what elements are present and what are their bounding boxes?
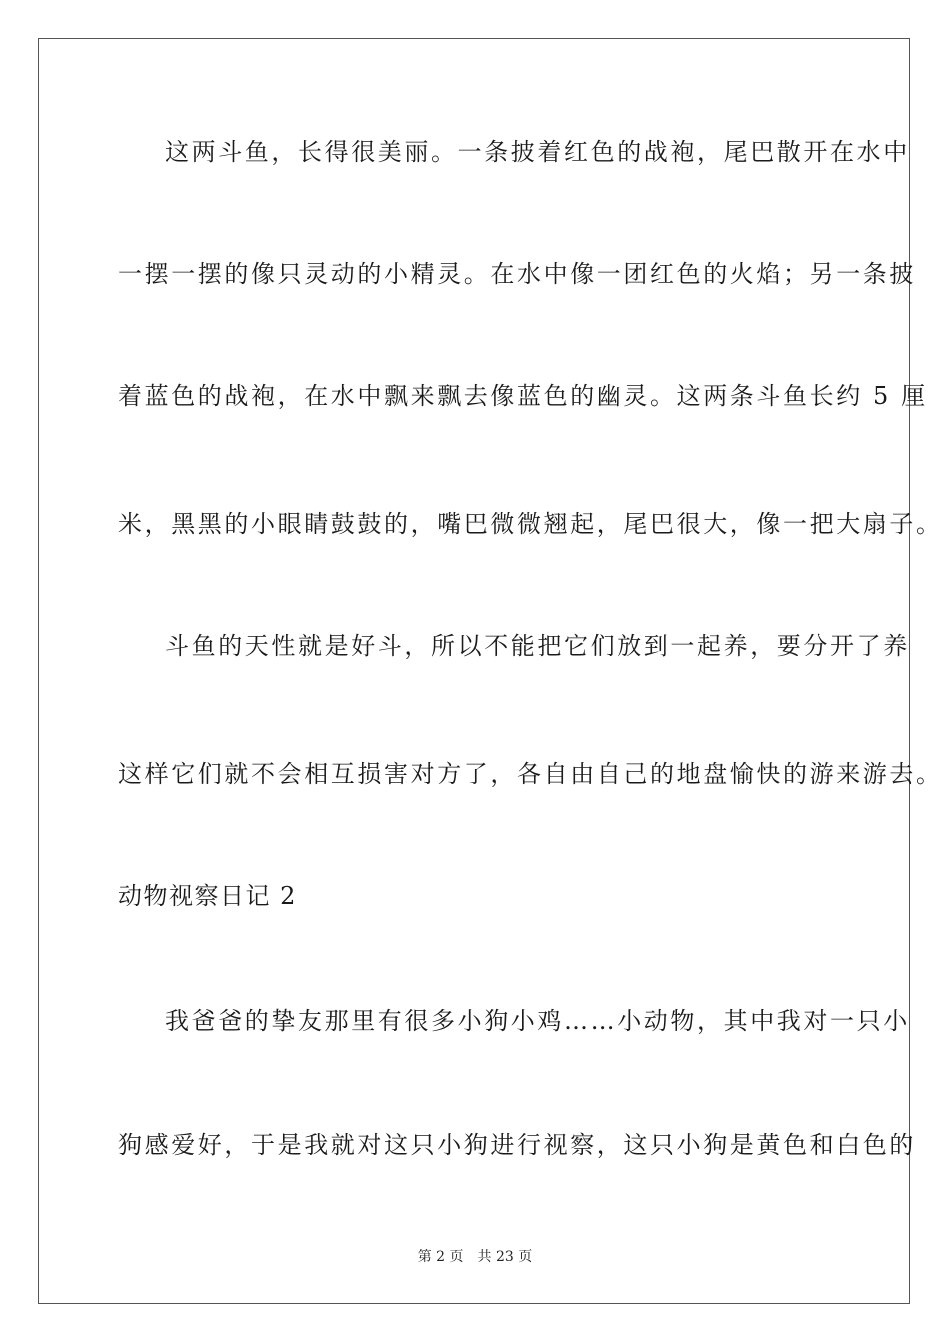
- page-border: [38, 38, 910, 1304]
- paragraph-line: 米，黑黑的小眼睛鼓鼓的，嘴巴微微翘起，尾巴很大，像一把大扇子。: [118, 510, 943, 538]
- paragraph-line: 斗鱼的天性就是好斗，所以不能把它们放到一起养，要分开了养: [165, 632, 910, 660]
- page-number: 第 2 页: [417, 1249, 464, 1265]
- page-footer: [0, 1248, 950, 1266]
- paragraph-line: 这两斗鱼，长得很美丽。一条披着红色的战袍，尾巴散开在水中: [165, 138, 910, 166]
- page-total: 共 23 页: [477, 1249, 533, 1265]
- paragraph-line: 这样它们就不会相互损害对方了，各自由自己的地盘愉快的游来游去。: [118, 760, 943, 788]
- section-heading: 动物视察日记 2: [118, 882, 297, 910]
- paragraph-line: 狗感爱好，于是我就对这只小狗进行视察，这只小狗是黄色和白色的: [118, 1131, 916, 1159]
- paragraph-line: 一摆一摆的像只灵动的小精灵。在水中像一团红色的火焰；另一条披: [118, 260, 916, 288]
- paragraph-line: 我爸爸的挚友那里有很多小狗小鸡……小动物，其中我对一只小: [165, 1007, 910, 1035]
- paragraph-line: 着蓝色的战袍，在水中飘来飘去像蓝色的幽灵。这两条斗鱼长约 5 厘: [118, 382, 928, 410]
